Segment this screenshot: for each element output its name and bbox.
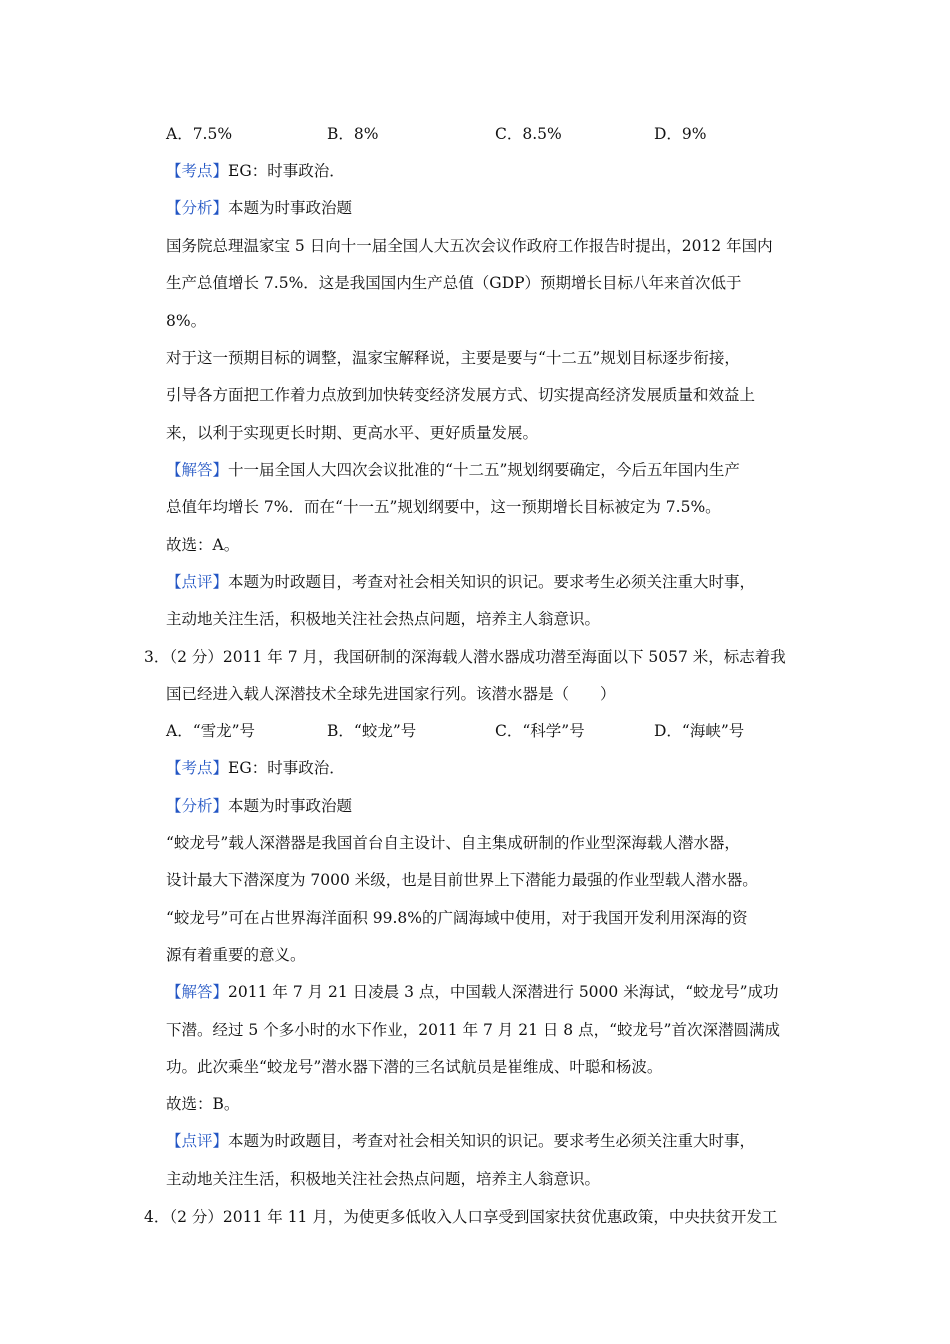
q2-kaodian [166,160,345,182]
q2-guxuan: 故选：A。 [166,536,240,554]
q2-analysis-line: 生产总值增长 7.5%．这是我国国内生产总值（GDP）预期增长目标八年来首次低于 [166,274,742,292]
q2-option-d: D．9% [654,125,707,143]
q3-option-c: C．“科学”号 [495,722,585,740]
q3-stem: 3．（2 分）2011 年 7 月，我国研制的深海载人潜水器成功潜至海面以下 5057 米，标志着我 [144,648,786,666]
kaodian-text: EG：时事政治． [228,162,345,180]
q2-option-a: A．7.5% [166,125,233,143]
q3-jieda [166,981,779,1003]
jieda-tag: 【解答】 [166,461,229,479]
q2-analysis-line: 对于这一预期目标的调整，温家宝解释说，主要是要与“十二五”规划目标逐步衔接， [166,349,740,367]
dianping-text: 本题为时政题目，考查对社会相关知识的识记。要求考生必须关注重大时事， [228,1132,756,1150]
jieda-tag: 【解答】 [166,983,229,1001]
fenxi-tag: 【分析】 [166,199,229,217]
fenxi-text: 本题为时事政治题 [228,199,353,217]
q2-fenxi [166,197,352,219]
kaodian-text: EG：时事政治． [228,759,345,777]
q2-analysis-line: 国务院总理温家宝 5 日向十一届全国人大五次会议作政府工作报告时提出，2012 年国内 [166,237,773,255]
q3-jieda-line: 下潜。经过 5 个多小时的水下作业，2011 年 7 月 21 日 8 点，“蛟龙号”首次深潜圆满成 [166,1021,780,1039]
q3-analysis-line: “蛟龙号”可在占世界海洋面积 99.8%的广阔海域中使用，对于我国开发利用深海的资 [166,909,748,927]
q3-stem-line: 国已经进入载人深潜技术全球先进国家行列。该潜水器是（ ） [166,685,616,703]
dianping-tag: 【点评】 [166,573,229,591]
q3-fenxi [166,795,352,817]
q3-jieda-line: 功。此次乘坐“蛟龙号”潜水器下潜的三名试航员是崔维成、叶聪和杨波。 [166,1058,663,1076]
dianping-text: 本题为时政题目，考查对社会相关知识的识记。要求考生必须关注重大时事， [228,573,756,591]
q2-analysis-line: 8%。 [166,312,207,330]
q3-kaodian [166,757,345,779]
kaodian-tag: 【考点】 [166,759,229,777]
q2-dianping-line: 主动地关注生活，积极地关注社会热点问题，培养主人翁意识。 [166,610,601,628]
q2-analysis-line: 来，以利于实现更长时期、更高水平、更好质量发展。 [166,424,539,442]
q3-analysis-line: 设计最大下潜深度为 7000 米级，也是目前世界上下潜能力最强的作业型载人潜水器。 [166,871,758,889]
q2-jieda-line: 总值年均增长 7%．而在“十一五”规划纲要中，这一预期增长目标被定为 7.5%。 [166,498,721,516]
q3-dianping [166,1130,755,1152]
q3-option-d: D．“海峡”号 [654,722,745,740]
fenxi-text: 本题为时事政治题 [228,797,353,815]
q4-stem: 4．（2 分）2011 年 11 月，为使更多低收入人口享受到国家扶贫优惠政策，中央扶贫开发工 [144,1208,778,1226]
fenxi-tag: 【分析】 [166,797,229,815]
q3-guxuan: 故选：B。 [166,1095,240,1113]
q2-option-b: B．8% [327,125,379,143]
q3-analysis-line: 源有着重要的意义。 [166,946,306,964]
jieda-text: 十一届全国人大四次会议批准的“十二五”规划纲要确定，今后五年国内生产 [228,461,740,479]
q3-analysis-line: “蛟龙号”载人深潜器是我国首台自主设计、自主集成研制的作业型深海载人潜水器， [166,834,740,852]
dianping-tag: 【点评】 [166,1132,229,1150]
q3-option-a: A．“雪龙”号 [166,722,256,740]
q2-option-c: C．8.5% [495,125,562,143]
q3-option-b: B．“蛟龙”号 [327,722,417,740]
kaodian-tag: 【考点】 [166,162,229,180]
q3-dianping-line: 主动地关注生活，积极地关注社会热点问题，培养主人翁意识。 [166,1170,601,1188]
q2-analysis-line: 引导各方面把工作着力点放到加快转变经济发展方式、切实提高经济发展质量和效益上 [166,386,756,404]
jieda-text: 2011 年 7 月 21 日凌晨 3 点，中国载人深潜进行 5000 米海试，“蛟龙号”成功 [228,983,779,1001]
q2-jieda [166,459,740,481]
q2-dianping [166,571,755,593]
